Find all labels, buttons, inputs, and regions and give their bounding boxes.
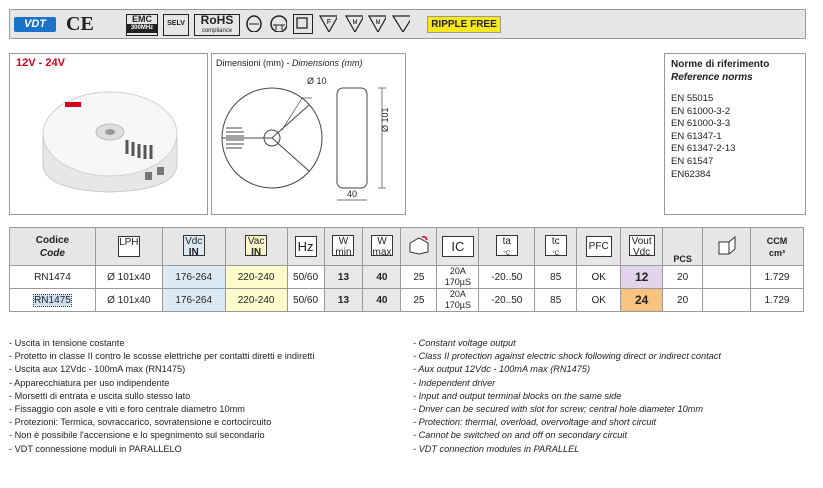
rohs-label: RoHS — [200, 13, 234, 27]
col-box-icon — [703, 228, 751, 266]
tc-icon — [545, 235, 567, 256]
ic-icon: IC — [442, 236, 474, 257]
vac-icon — [245, 235, 267, 256]
ta-icon — [496, 235, 518, 256]
mm-mark-icon — [368, 14, 386, 32]
emc-mark — [126, 14, 158, 36]
tc-unit: °C — [552, 251, 560, 257]
note-item: - Class II protection against electric shock following direct or indirect contact — [413, 350, 721, 363]
hz-icon: Hz — [295, 236, 317, 257]
svg-text:F: F — [326, 19, 332, 26]
norm-item: EN 61347-1 — [671, 130, 722, 142]
cell-blank — [703, 289, 751, 312]
norm-item: EN 61000-3-2 — [671, 105, 731, 117]
cell-wmin: 13 — [324, 266, 363, 289]
ripple-free-badge: RIPPLE FREE — [427, 16, 501, 33]
pcs-header: PCS — [673, 254, 692, 264]
wmin-label: W — [338, 236, 349, 247]
note-item: - Protezioni: Termica, sovraccarico, sovratensione e cortocircuito — [9, 416, 314, 429]
note-item: - Input and output terminal blocks on the same side — [413, 390, 721, 403]
cell-ta: -20..50 — [479, 266, 535, 289]
ic-time: 170µS — [444, 300, 471, 310]
norms-list — [671, 93, 735, 181]
cell-vdc: 176-264 — [162, 289, 225, 312]
lamp-mark-icon — [245, 14, 263, 32]
wmax-label: W — [377, 236, 387, 247]
col-vout — [621, 228, 663, 266]
cell-pcs: 20 — [663, 266, 703, 289]
emc-label: EMC — [132, 14, 152, 24]
note-item: - Morsetti di entrata e uscita sullo stesso lato — [9, 390, 314, 403]
note-item: - Protetto in classe II contro le scosse elettriche per contatti diretti e indiretti — [9, 350, 314, 363]
note-item: - Uscita aux 12Vdc - 100mA max (RN1475) — [9, 363, 314, 376]
lph-icon: LPH — [118, 236, 140, 257]
ta-label: ta — [502, 236, 511, 247]
cell-ta: -20..50 — [479, 289, 535, 312]
cell-tc: 85 — [535, 289, 577, 312]
norm-item: EN 55015 — [671, 93, 714, 104]
box-icon — [716, 234, 738, 256]
wmin-icon — [332, 235, 354, 256]
cell-pfc: OK — [577, 289, 621, 312]
note-item: - Independent driver — [413, 377, 721, 390]
norm-item: EN 61547 — [671, 155, 714, 167]
norm-item: EN 61347-2-13 — [671, 143, 736, 155]
cell-pack: 25 — [401, 266, 437, 289]
f-mark-icon — [319, 14, 337, 32]
rohs-mark — [194, 14, 240, 36]
cell-pack: 25 — [401, 289, 437, 312]
col-lph — [95, 228, 162, 266]
note-item: - Cannot be switched on and off on secondary circuit — [413, 429, 721, 442]
dimensions-title-en: Dimensions (mm) — [292, 58, 363, 68]
note-item: - Constant voltage output — [413, 337, 721, 350]
cell-vout: 12 — [621, 266, 663, 289]
table-row — [10, 266, 804, 289]
cell-wmin: 13 — [324, 289, 363, 312]
ic-time: 170µS — [444, 277, 471, 287]
class-ii-icon — [293, 14, 313, 34]
cell-hz: 50/60 — [287, 266, 324, 289]
notes-italian — [9, 337, 314, 456]
cell-wmax: 40 — [363, 266, 401, 289]
height-label: 40 — [347, 189, 358, 199]
ta-unit: °C — [503, 251, 511, 257]
table-header-row — [10, 228, 804, 266]
code-header: Codice — [35, 234, 70, 246]
mushroom-test-icon — [269, 14, 287, 32]
norm-item: EN 61000-3-3 — [671, 118, 731, 130]
code-link[interactable]: RN1475 — [34, 294, 71, 306]
col-pack — [401, 228, 437, 266]
box-pack-icon — [408, 235, 430, 255]
dimension-drawing — [212, 68, 405, 214]
cell-ccm: 1.729 — [750, 289, 803, 312]
note-item: - VDT connection modules in PARALLEL — [413, 443, 721, 456]
spec-table — [9, 227, 804, 312]
dimensions-title — [216, 58, 363, 68]
product-photo-panel — [9, 53, 208, 215]
ccm-header: CCM — [766, 235, 788, 246]
vdc-in: IN — [188, 247, 199, 258]
ce-mark: CE — [66, 13, 94, 35]
cell-vout: 24 — [621, 289, 663, 312]
cell-lph: Ø 101x40 — [95, 266, 162, 289]
cell-pcs: 20 — [663, 289, 703, 312]
norms-panel — [664, 53, 806, 215]
voltage-label: 12V - 24V — [16, 57, 65, 69]
vdt-logo: VDT — [14, 17, 56, 32]
wmin-sub: min — [335, 247, 352, 258]
cell-wmax: 40 — [363, 289, 401, 312]
wmax-sub: max — [372, 247, 392, 258]
notes-english — [413, 337, 721, 456]
cell-ic — [437, 266, 479, 289]
cell-vdc: 176-264 — [162, 266, 225, 289]
selv-mark: SELV — [163, 14, 189, 36]
cell-ic — [437, 289, 479, 312]
note-item: - Fissaggio con asole e viti e foro centrale diametro 10mm — [9, 403, 314, 416]
ic-current: 20A — [449, 289, 466, 299]
note-item: - Driver can be secured with slot for screw; central hole diameter 10mm — [413, 403, 721, 416]
vac-in: IN — [251, 247, 262, 258]
hole-diameter-label: Ø 10 — [307, 76, 327, 86]
table-row — [10, 289, 804, 312]
note-item: - Non è possibile l'accensione e lo spegnimento sul secondario — [9, 429, 314, 442]
norms-subtitle: Reference norms — [671, 72, 753, 83]
emc-sub: 300MHz — [127, 24, 157, 33]
svg-text:M: M — [352, 20, 358, 26]
vdc-icon — [183, 235, 205, 256]
cell-vac: 220-240 — [225, 266, 287, 289]
cell-pfc: OK — [577, 266, 621, 289]
code-header-en: Code — [39, 247, 65, 259]
col-vac — [225, 228, 287, 266]
note-item: - Uscita in tensione costante — [9, 337, 314, 350]
norm-item: EN62384 — [671, 168, 711, 180]
col-wmax — [363, 228, 401, 266]
vout-unit: Vdc — [633, 247, 651, 258]
note-item: - VDT connessione moduli in PARALLELO — [9, 443, 314, 456]
vdc-label: Vdc — [185, 236, 203, 247]
diameter-label: Ø 101 — [380, 107, 390, 132]
tc-label: tc — [551, 236, 560, 247]
vac-label: Vac — [247, 236, 265, 247]
wmax-icon — [371, 235, 393, 256]
ic-current: 20A — [449, 266, 466, 276]
note-item: - Apparecchiatura per uso indipendente — [9, 377, 314, 390]
cell-lph: Ø 101x40 — [95, 289, 162, 312]
dimensions-title-it: Dimensioni (mm) - — [216, 58, 293, 68]
pfc-icon: PFC — [586, 236, 612, 257]
dimensions-panel — [211, 53, 406, 215]
note-item: - Aux output 12Vdc - 100mA max (RN1475) — [413, 363, 721, 376]
cell-tc: 85 — [535, 266, 577, 289]
cell-code[interactable] — [10, 289, 96, 312]
col-tc — [535, 228, 577, 266]
cell-hz: 50/60 — [287, 289, 324, 312]
col-wmin — [324, 228, 363, 266]
cell-ccm: 1.729 — [750, 266, 803, 289]
col-ccm — [750, 228, 803, 266]
vout-label: Vout — [631, 236, 652, 247]
col-ic — [437, 228, 479, 266]
col-pfc — [577, 228, 621, 266]
cell-vac: 220-240 — [225, 289, 287, 312]
vout-icon — [629, 235, 655, 256]
cell-blank — [703, 266, 751, 289]
col-vdc — [162, 228, 225, 266]
note-item: - Protection: thermal, overload, overvoltage and short circuit — [413, 416, 721, 429]
col-hz — [287, 228, 324, 266]
col-ta — [479, 228, 535, 266]
rohs-sub: compliance — [201, 28, 233, 34]
temperature-110-icon — [392, 14, 410, 32]
ccm-unit: cm³ — [768, 247, 785, 258]
norms-title: Norme di riferimento — [671, 59, 770, 70]
col-pcs — [663, 228, 703, 266]
svg-text:M: M — [375, 20, 381, 26]
cell-code: RN1474 — [10, 266, 96, 289]
driver-photo — [35, 72, 185, 197]
col-code — [10, 228, 96, 266]
mm-mark-icon — [345, 14, 363, 32]
certification-bar — [9, 9, 806, 39]
